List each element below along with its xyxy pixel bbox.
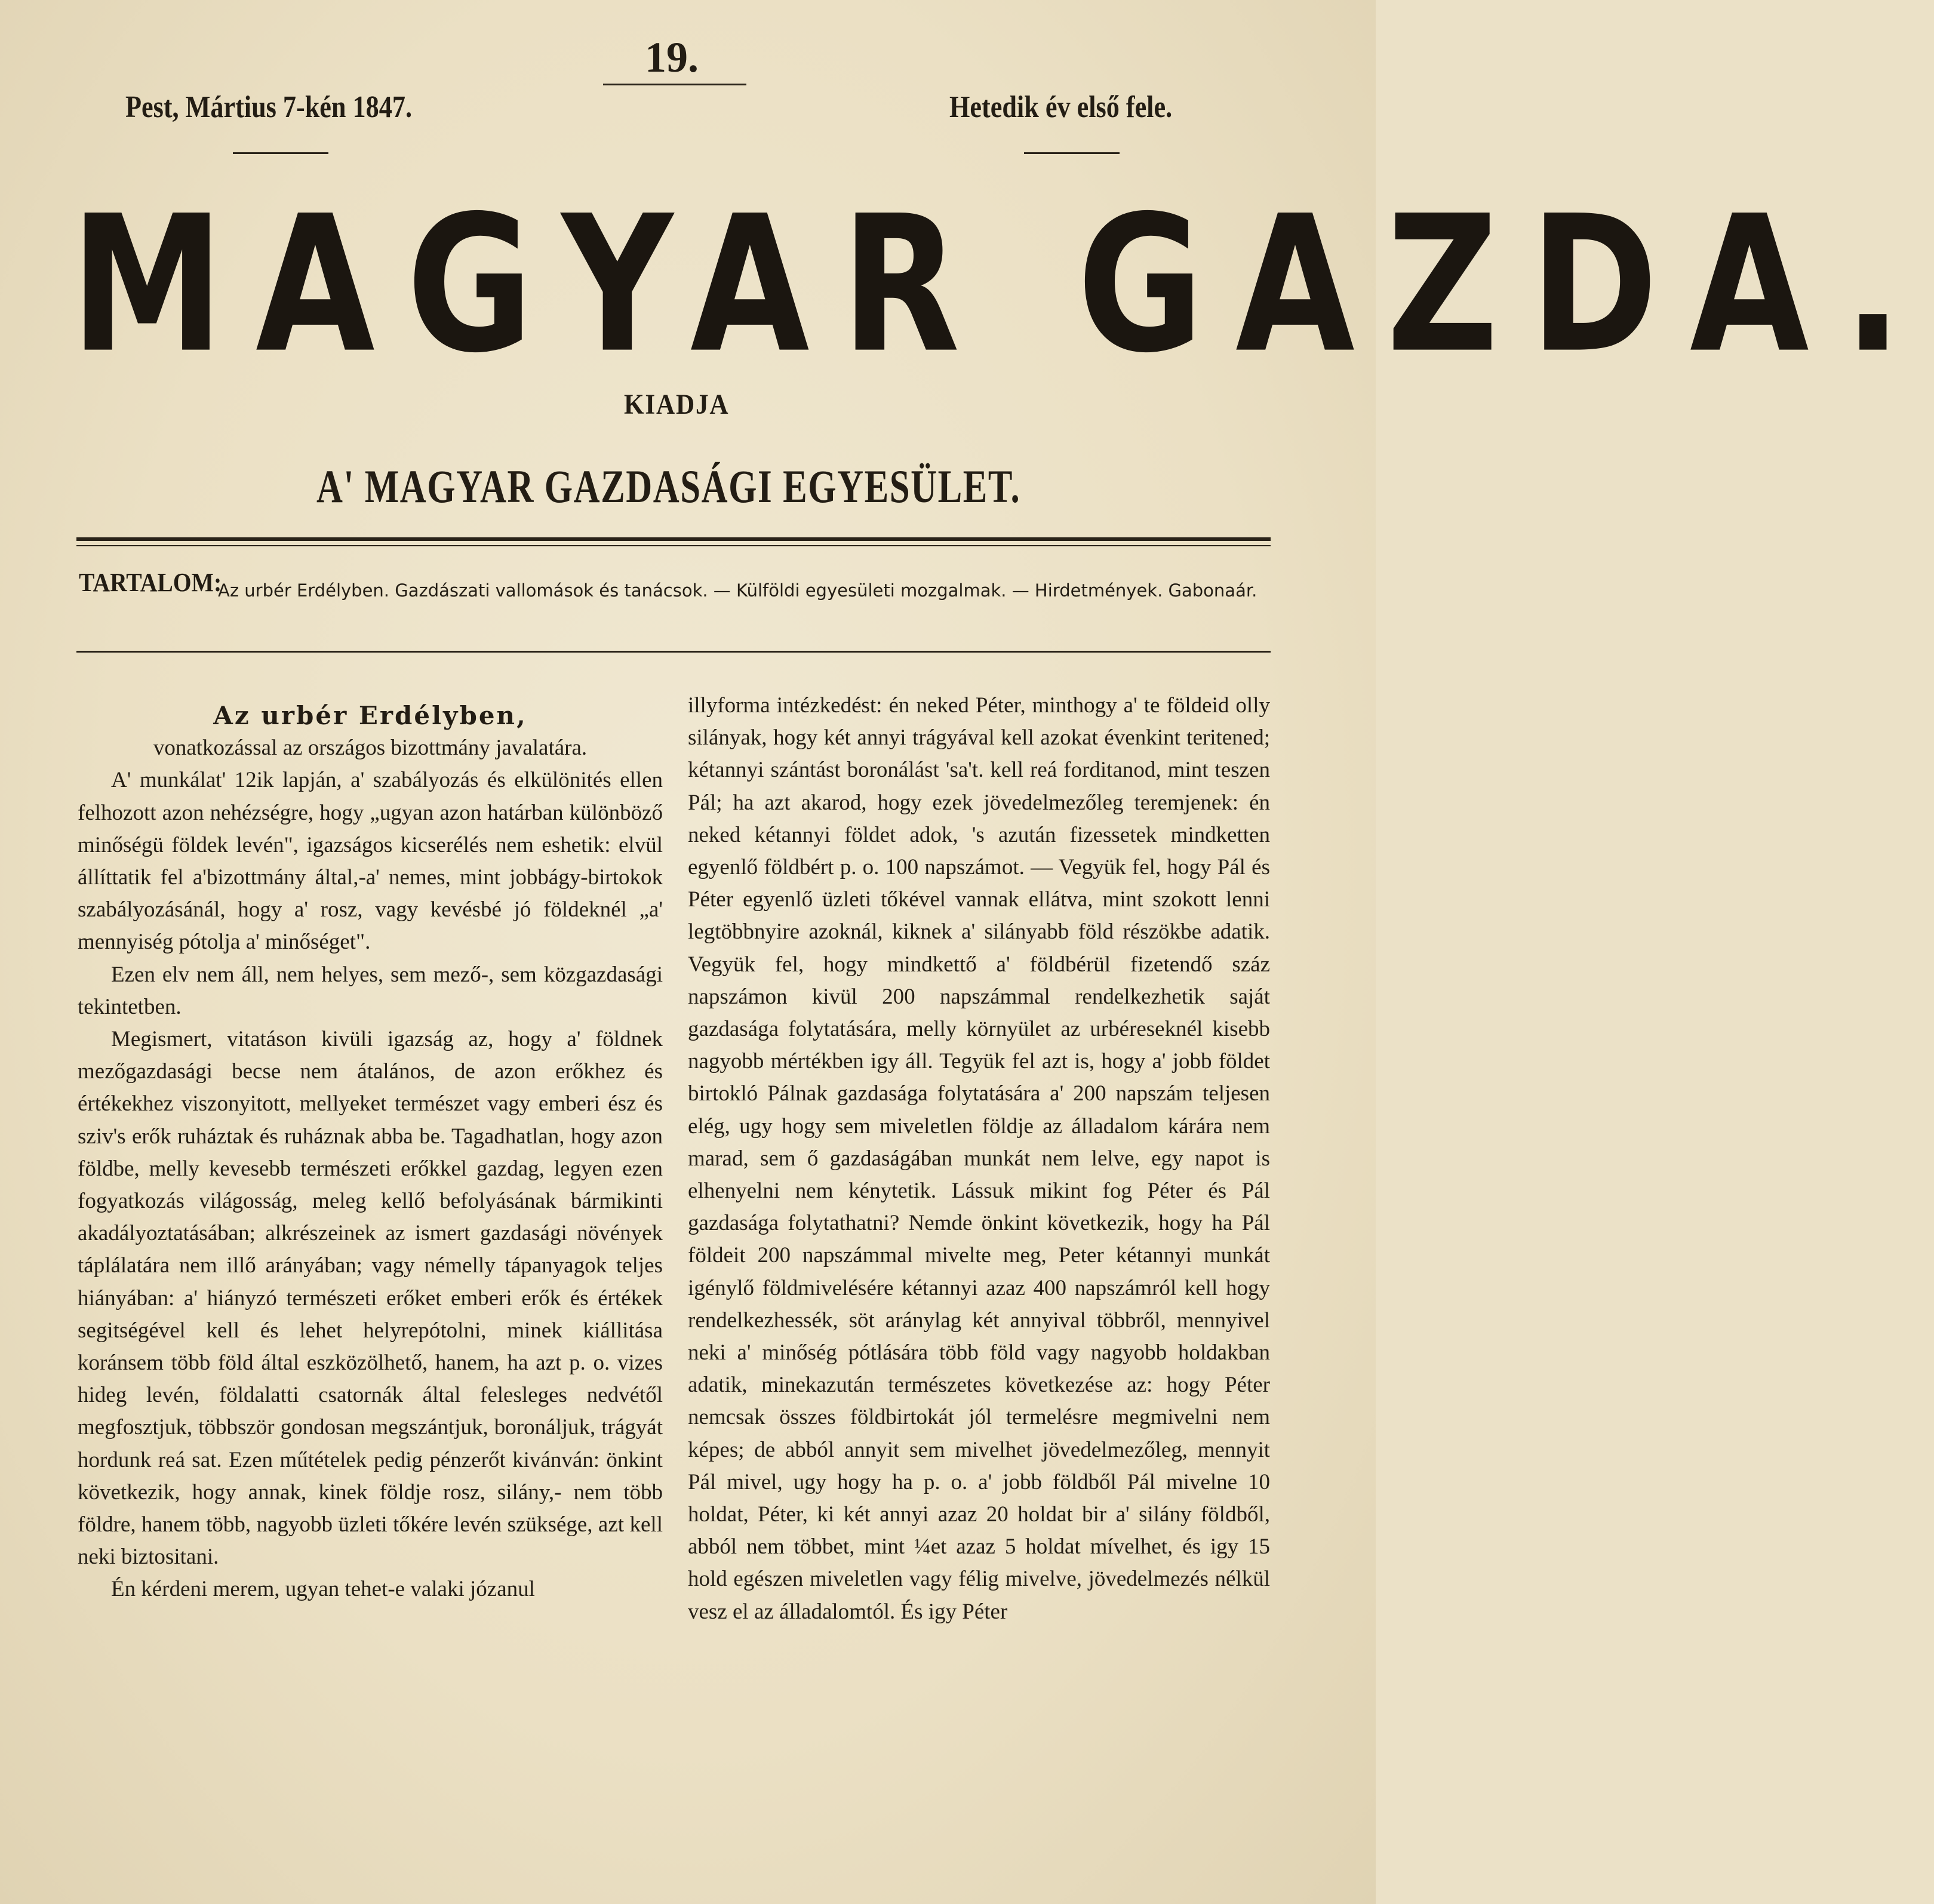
issue-number: 19. [645,33,699,81]
article-title: Az urbér Erdélyben, [213,701,527,730]
article-column-right [688,690,1270,1628]
paragraph: Ezen elv nem áll, nem helyes, sem mező-, sem közgazdasági tekintetben. [78,962,663,1019]
kiadja-label: KIADJA [624,389,730,420]
article-column-left [78,700,663,1606]
paragraph: Én kérdeni merem, ugyan tehet-e valaki józanul [111,1577,535,1602]
toc-label: TARTALOM: [79,568,222,597]
header-rule-thin [76,545,1271,546]
edition-note: Hetedik év első fele. [949,90,1173,124]
paragraph: A' munkálat' 12ik lapján, a' szabályozás és elkülönités ellen felhozott azon nehézségre, hogy „ugyan azon határban különböző minőségü földek levén", igazságos kicserélés nem eshetik: elvül állíttatik fel a'bizottmány által,-a' nemes, mint jobbágy-birtokok szabályozásánál, hogy a' rosz, vagy kevésbé jó földeknél „a' mennyiség pótolja a' minőséget". [78,768,663,955]
paragraph: illyforma intézkedést: én neked Péter, minthogy a' te földeid olly silányak, hogy két annyi trágyával kell azokat évenkint teritened; kétannyi szántást boronálást 'sa't. kell reá forditanod, mint teszen Pál; ha azt akarod, hogy ezek jövedelmezőleg teremjenek: én neked kétannyi földet adok, 's azután fizessetek mindketten egyenlő földbért p. o. 100 napszámot. — Vegyük fel, hogy Pál és Péter egyenlő üzleti tőkével vannak ellátva, mint szokott lenni legtöbbnyire azoknál, kiknek a' silányabb föld részökbe adatik. Vegyük fel, hogy mindkettő a' földbérül fizetendő száz napszámon kivül 200 napszámmal rendelkezhetik saját gazdasága folytatására, melly környület az urbéreseknél kisebb nagyobb mértékben igy áll. Tegyük fel azt is, hogy a' jobb földet birtokló Pálnak gazdasága folytatására a' 200 napszám teljesen elég, ugy hogy sem miveletlen földje az álladalom kárára nem marad, sem ő gazdaságában munkát nem lelve, egy napot is elhenyelni nem kénytetik. Lássuk mikint fog Péter és Pál gazdasága folytathatni? Nemde önkint következik, hogy ha Pál földeit 200 napszámmal mivelte meg, Peter kétannyi munkát igénylő földmivelésére kétannyi azaz 400 napszámról kell hogy rendelkezhessék, söt aránylag két annyival többről, mennyivel neki a' minőség pótlására több föld vagy nagyobb holdakban adatik, minekazután természetes következése az: hogy Péter nemcsak összes földbirtokát jól termelésre megmivelni nem képes; de abból annyit sem mivelhet jövedelmezőleg, mennyit Pál mivel, ugy hogy ha p. o. a' jobb földből Pál mivelne 10 holdat, Péter, ki két annyi azaz 20 holdat bir a' silány földből, abból nem többet, mint ¼et azaz 5 holdat mívelhet, és igy 15 hold egészen miveletlen vagy félig mivelve, jövedelmezés nélkül vesz el az álladalomtól. És igy Péter [688,693,1270,1624]
dateline-rule-right [1024,152,1120,154]
paragraph: Megismert, vitatáson kivüli igazság az, hogy a' földnek mezőgazdasági becse nem átalános, de azon erőkhez és értékekhez viszonyitott, mellyeket természet vagy emberi ész és sziv's erők ruháztak és ruháznak abba be. Tagadhatlan, hogy azon földbe, melly kevesebb természeti erőkkel gazdag, legyen ezen fogyatkozás világosság, meleg kellő befolyásának bármikinti akadályoztatásában; alkrészeinek az ismert gazdasági növények táplálatára nem illő arányában; vagy némelly tápanyagok teljes hiányában: a' hiányzó természeti erőket emberi erők és értékek segitségével kell és lehet helyrepótolni, minek kiállitása koránsem több föld által eszközölhető, hanem, ha azt p. o. vizes hideg levén, földalatti csatornák által felesleges nedvétől megfosztjuk, többször gondosan megszántjuk, boronáljuk, trágyát hordunk reá sat. Ezen műtételek pedig pénzerőt kivánván: önkint következik, hogy annak, kinek földje rosz, silány,- nem több földre, hanem több, nagyobb üzleti tőkére levén szüksége, azt kell neki biztositani. [78,1027,663,1570]
dateline: Pest, Mártius 7-kén 1847. [125,90,413,124]
issue-rule [603,84,746,85]
header-rule-thick [76,537,1271,541]
masthead-title: MAGYAR GAZDA. [70,175,1934,395]
publisher-name: A' MAGYAR GAZDASÁGI EGYESÜLET. [316,460,1021,512]
dateline-rule-left [233,152,328,154]
toc-text: Az urbér Erdélyben. Gazdászati vallomások és tanácsok. — Külföldi egyesületi mozgalmak. — Hirdetmények. Gabonaár. [218,580,1257,601]
article-subtitle: vonatkozással az országos bizottmány javalatára. [153,736,588,761]
toc-rule [76,651,1271,653]
